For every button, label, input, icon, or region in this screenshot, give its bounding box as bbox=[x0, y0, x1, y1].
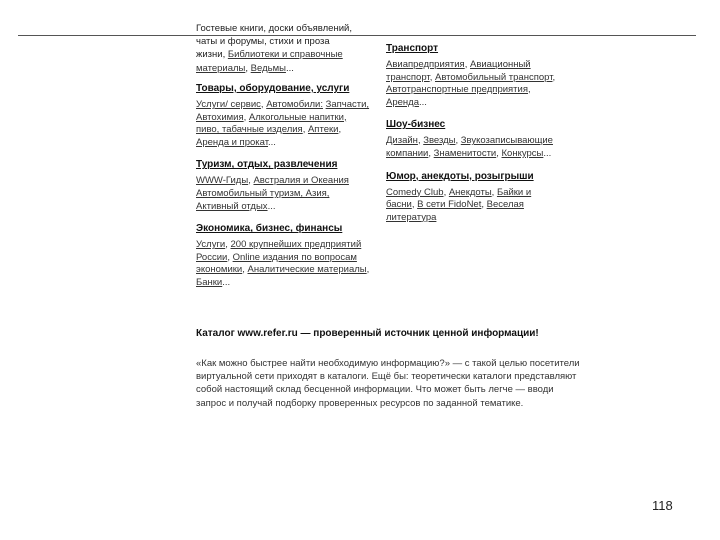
right-column bbox=[386, 42, 556, 233]
category-block bbox=[386, 42, 556, 109]
link-libraries[interactable]: Библиотеки и справочные bbox=[227, 49, 343, 61]
clipped-fragment bbox=[196, 23, 366, 74]
category-link[interactable]: Услуги bbox=[196, 239, 226, 251]
category-block bbox=[386, 118, 556, 160]
category-link[interactable]: Аналитические материалы bbox=[247, 264, 367, 276]
link-separator: , bbox=[552, 71, 556, 83]
link-separator: , bbox=[227, 251, 233, 263]
link-materials[interactable]: материалы bbox=[196, 62, 246, 74]
link-separator: , bbox=[443, 186, 449, 198]
link-separator: , bbox=[225, 239, 231, 251]
link-separator: ... bbox=[268, 136, 276, 148]
category-block bbox=[196, 82, 372, 149]
category-link[interactable]: Веселая литература bbox=[386, 199, 524, 223]
category-link[interactable]: Алкогольные напитки, пиво, табачные изделия bbox=[196, 111, 347, 136]
link-separator: , bbox=[302, 124, 308, 136]
category-link[interactable]: Звукозаписывающие компании bbox=[386, 135, 553, 159]
category-link[interactable]: Авиационный транспорт bbox=[386, 59, 531, 83]
link-separator: ... bbox=[418, 96, 427, 108]
category-link[interactable]: 200 крупнейших предприятий России bbox=[196, 239, 362, 263]
link-separator: ... bbox=[222, 276, 231, 288]
category-links bbox=[196, 239, 372, 289]
link-separator: , bbox=[496, 147, 502, 159]
category-link[interactable]: Звезды bbox=[423, 135, 456, 147]
category-link[interactable]: Comedy Club bbox=[386, 186, 444, 198]
category-link[interactable]: Анекдоты bbox=[448, 186, 492, 198]
catalog-text: «Как можно быстрее найти необходимую информацию?» — с такой целью посетители виртуальной сети приходят в каталоги. Ещё бы: теоретически каталоги представляют собой настоящий склад бесценной информации. Что может быть легче — вводи запрос и получай подборку проверенных ресурсов по заданной тематике. bbox=[196, 358, 580, 409]
category-link[interactable]: Аптеки bbox=[307, 124, 339, 136]
category-block bbox=[196, 222, 372, 289]
link-separator: , bbox=[242, 264, 248, 276]
category-link[interactable]: Услуги/ сервис bbox=[196, 99, 261, 110]
category-link[interactable]: Конкурсы bbox=[501, 147, 544, 159]
category-links bbox=[386, 187, 556, 225]
category-links bbox=[196, 99, 372, 149]
link-separator: , bbox=[260, 99, 267, 110]
category-title[interactable]: Туризм, отдых, развлечения bbox=[196, 159, 338, 171]
category-link[interactable]: Автомобильный транспорт bbox=[435, 71, 553, 83]
category-link[interactable]: Аренда и прокат bbox=[196, 136, 269, 148]
link-separator: , bbox=[429, 71, 435, 83]
link-separator: , bbox=[411, 199, 418, 211]
link-separator: , bbox=[464, 59, 470, 70]
link-separator: , bbox=[338, 124, 342, 136]
page-number: 118 bbox=[652, 498, 673, 513]
category-link[interactable]: Запчасти, Автохимия bbox=[196, 99, 370, 123]
link-separator: , bbox=[455, 135, 461, 147]
category-title[interactable]: Юмор, анекдоты, розыгрыши bbox=[386, 170, 534, 182]
category-link[interactable]: WWW-Гиды bbox=[196, 175, 249, 187]
category-link[interactable]: Online издания по вопросам экономики bbox=[196, 251, 357, 276]
link-separator: , bbox=[491, 186, 497, 198]
category-link[interactable]: Активный отдых bbox=[196, 200, 268, 212]
fragment-line-1: Гостевые книги, доски объявлений, чаты и форумы, стихи и проза bbox=[196, 23, 352, 48]
fragment-line-2: жизни, Библиотеки и справочные bbox=[196, 49, 343, 61]
fragment-line-3: материалы, Ведьмы... bbox=[196, 62, 294, 74]
category-link[interactable]: Дизайн bbox=[386, 135, 418, 147]
category-link[interactable]: Байки и басни bbox=[386, 186, 532, 211]
category-links bbox=[196, 175, 372, 213]
category-link[interactable]: Банки bbox=[196, 276, 223, 288]
link-witches[interactable]: Ведьмы bbox=[250, 62, 286, 74]
category-links bbox=[386, 59, 556, 109]
category-link[interactable]: Авиапредприятия bbox=[386, 59, 465, 70]
category-link[interactable]: Автомобили: bbox=[266, 99, 323, 110]
catalog-title: Каталог www.refer.ru — проверенный источник ценной информации! bbox=[196, 328, 539, 339]
link-separator: , bbox=[417, 135, 424, 147]
link-separator: , bbox=[481, 199, 487, 211]
category-link[interactable]: Аренда bbox=[386, 96, 419, 108]
category-title[interactable]: Шоу-бизнес bbox=[386, 119, 446, 131]
link-separator: , bbox=[428, 147, 434, 159]
category-link[interactable]: Австралия и Океания bbox=[253, 175, 349, 187]
category-title[interactable]: Транспорт bbox=[386, 43, 439, 54]
link-separator: ... bbox=[543, 147, 552, 159]
link-separator: , bbox=[248, 175, 254, 187]
category-title[interactable]: Товары, оборудование, услуги bbox=[196, 83, 350, 94]
link-separator: , bbox=[243, 111, 249, 123]
category-link[interactable]: В сети FidoNet bbox=[417, 199, 482, 211]
left-column bbox=[196, 82, 372, 299]
category-links bbox=[386, 135, 556, 160]
category-block bbox=[386, 170, 556, 225]
category-title[interactable]: Экономика, бизнес, финансы bbox=[196, 223, 343, 235]
category-link[interactable]: Автотранспортные предприятия bbox=[386, 84, 528, 96]
link-separator: , bbox=[528, 84, 531, 96]
link-separator: ... bbox=[267, 200, 276, 212]
category-link[interactable]: Автомобильный туризм, Азия, bbox=[196, 187, 330, 199]
catalog-description bbox=[196, 327, 581, 410]
link-separator: , bbox=[366, 264, 370, 276]
category-block bbox=[196, 158, 372, 213]
category-link[interactable]: Знаменитости bbox=[433, 147, 497, 159]
